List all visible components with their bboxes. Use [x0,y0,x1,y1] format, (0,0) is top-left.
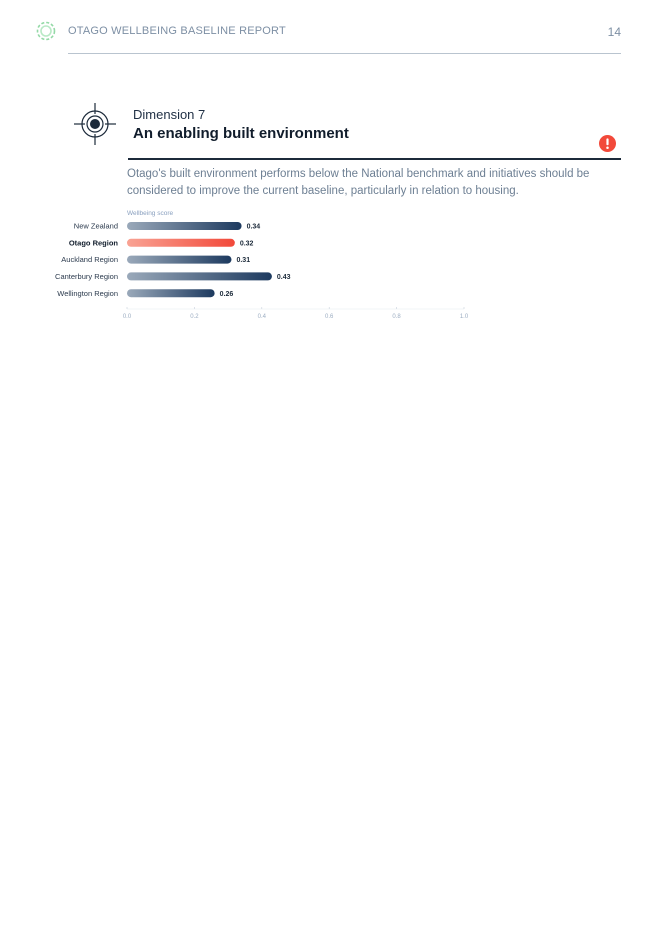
bar-canterbury-region [127,272,272,280]
x-tick-label: 0.8 [392,314,401,320]
value-label: 0.26 [219,290,234,298]
x-tick-label: 1.0 [459,314,469,320]
category-label: Otago Region [68,238,118,248]
value-label: 0.32 [239,240,254,248]
page-number: 14 [607,25,621,39]
category-label: Auckland Region [61,255,118,265]
bar-wellington-region [127,289,215,297]
value-label: 0.43 [276,274,291,281]
x-tick-label: 0.2 [190,314,199,320]
target-crosshair-icon [74,103,116,145]
chart-title: Wellbeing score [127,210,174,217]
dimension-label: Dimension 7 [133,107,206,122]
alert-exclamation-icon [599,135,616,152]
category-label: Canterbury Region [55,272,118,281]
category-label: Wellington Region [57,288,118,298]
wellbeing-logo-icon [34,19,58,43]
dimension-description: Otago's built environment performs below the National benchmark and initiatives should be considered to improve the current baseline, particularly in relation to housing. [127,168,590,197]
header-divider [68,53,621,54]
wellbeing-bar-chart [0,204,645,324]
report-title: OTAGO WELLBEING BASELINE REPORT [68,25,286,37]
x-tick-label: 0.4 [257,314,266,320]
category-label: New Zealand [73,221,118,231]
bar-auckland-region [127,256,231,264]
value-label: 0.34 [246,223,261,231]
x-tick-label: 0.6 [325,314,334,320]
dimension-title: An enabling built environment [133,125,349,142]
dimension-divider [128,158,621,160]
bar-otago-region [127,239,235,247]
value-label: 0.31 [236,257,251,265]
x-tick-label: 0.0 [122,314,132,320]
bar-new-zealand [127,222,242,230]
